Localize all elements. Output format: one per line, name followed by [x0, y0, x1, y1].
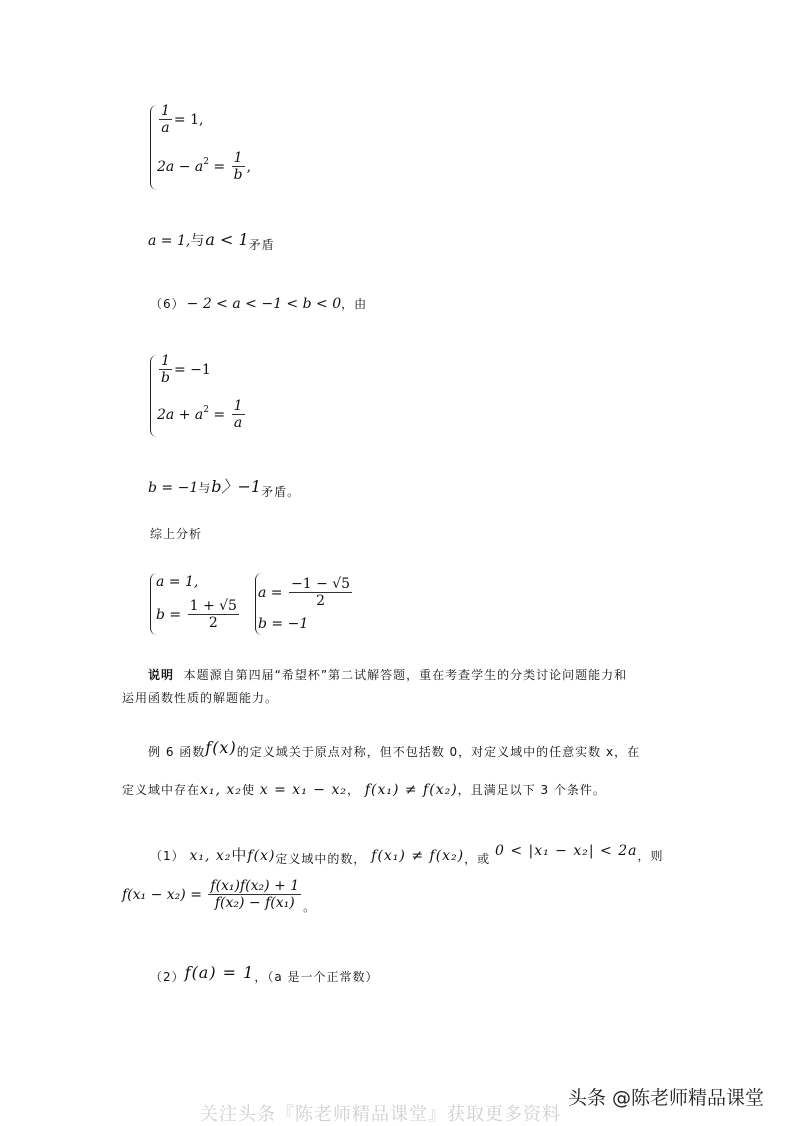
contradiction-a: a = 1,与$a < 1_{矛盾}$	[148, 230, 275, 252]
case-6: （6） − 2 < a < −1 < b < 0，由	[150, 296, 368, 312]
note-line1: 说明 本题源自第四届“希望杯”第二试解答题，重在考查学生的分类讨论问题能力和	[148, 668, 628, 682]
system2-eq1: $\frac{1}{b}$ = −1	[161, 353, 211, 386]
summary-label: 综上分析	[150, 527, 203, 541]
condition1-line: （1） x₁, x₂中f(x)定义域中的数， f(x₁) ≠ f(x₂)，或 0 < |x₁ − x₂| < 2a，则	[150, 843, 664, 866]
system1-eq1: $\frac{1}{a}$ = 1,	[161, 103, 204, 136]
system2-eq2: $2a + a^2$ = $\frac{1}{a}$	[157, 398, 243, 431]
example6-line2: 定义域中存在x₁, x₂使 x = x₁ − x₂， f(x₁) ≠ f(x₂)，且满足以下 3 个条件。	[122, 782, 606, 798]
system2-brace	[150, 355, 157, 437]
note-label: 说明	[148, 668, 175, 682]
condition1-formula: f(x₁ − x₂) = $\frac{\text{f(x₁)f(x₂) + 1}}{\text{f(x₂) − f(x₁)}}$ $_。$	[122, 878, 317, 914]
fraction: $\frac{1}{a}$	[161, 103, 170, 136]
condition2-line: （2）f(a) = 1，（a 是一个正常数）	[150, 963, 379, 984]
system1-eq2: $2a - a^2$ = $\frac{1}{b}$ ,	[157, 150, 252, 183]
fraction: $\frac{-1 - √5}{2}$	[290, 576, 351, 609]
fraction: $\frac{1}{a}$	[233, 398, 243, 431]
fraction: $\frac{\text{f(x₁)f(x₂) + 1}}{\text{f(x₂) − f(x₁)}}$	[210, 878, 300, 911]
solution1-eq1: a = 1,	[156, 574, 199, 590]
fraction: $\frac{1}{b}$	[233, 150, 243, 183]
system1-brace	[150, 105, 157, 190]
solution1-eq2: b = $\frac{1 + √5}{2}$	[156, 598, 237, 631]
contradiction-b: b = −1与b〉$-1_{矛盾。}$	[148, 477, 301, 499]
solution2-eq2: b = −1	[258, 616, 309, 632]
note-line2: 运用函数性质的解题能力。	[122, 691, 279, 705]
example6-line1: 例 6 函数f(x)的定义域关于原点对称，但不包括数 0，对定义域中的任意实数 x，在	[148, 738, 641, 759]
fraction: $\frac{1 + √5}{2}$	[189, 598, 237, 631]
solution2-eq1: a = $\frac{-1 - √5}{2}$	[258, 576, 351, 609]
fraction: $\frac{1}{b}$	[161, 353, 170, 386]
account-watermark: 头条 @陈老师精品课堂	[568, 1087, 765, 1109]
bottom-watermark: 关注头条『陈老师精品课堂』获取更多资料	[200, 1104, 561, 1125]
